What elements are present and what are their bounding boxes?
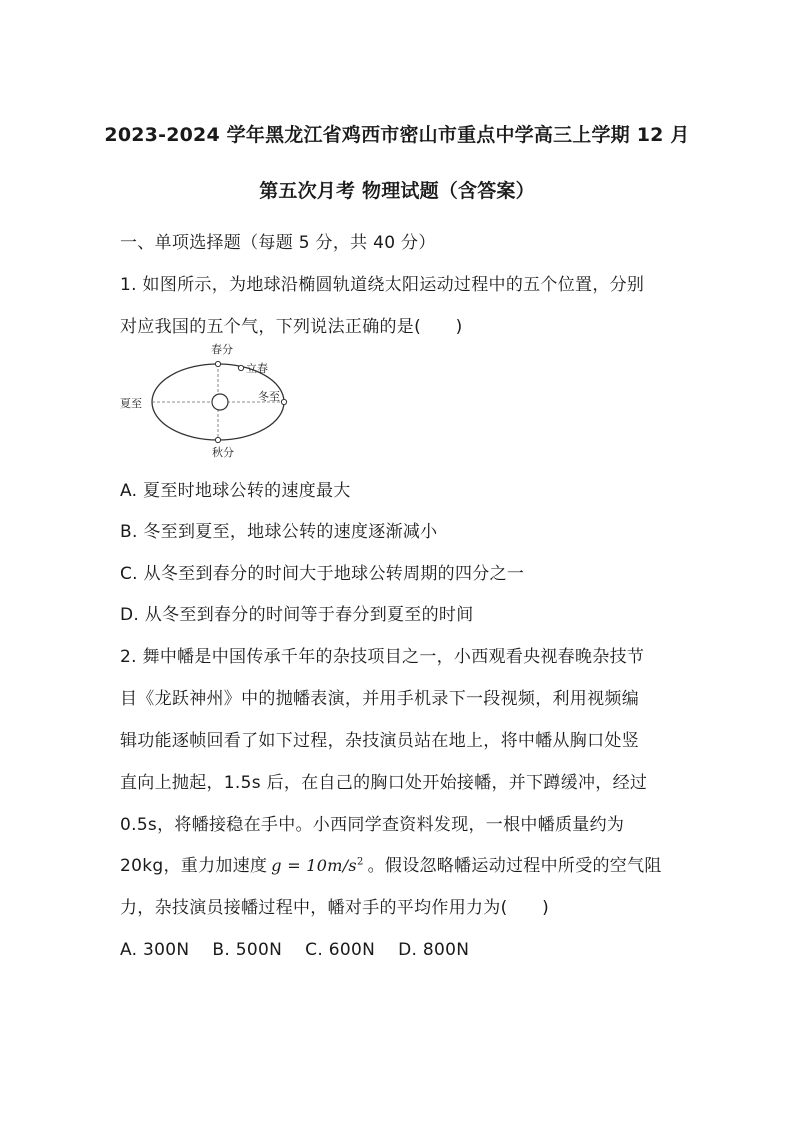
q2-line-6-prefix: 20kg，重力加速度: [120, 856, 268, 876]
q1-option-b: B. 冬至到夏至，地球公转的速度逐渐减小: [120, 522, 438, 542]
gravity-formula: [271, 856, 363, 875]
q1-option-c: C. 从冬至到春分的时间大于地球公转周期的四分之一: [120, 564, 525, 584]
earth-start-of-spring: [238, 365, 243, 370]
earth-spring-equinox: [215, 361, 220, 366]
label-spring-equinox: 春分: [211, 343, 233, 356]
earth-orbit-diagram: [118, 340, 288, 460]
q2-line-6: [120, 851, 662, 876]
q1-stem-line-2: 对应我国的五个气，下列说法正确的是( ): [120, 317, 463, 337]
q2-options: A. 300N B. 500N C. 600N D. 800N: [120, 940, 470, 960]
label-autumn-equinox: 秋分: [212, 446, 234, 459]
q1-stem-line-1: 1. 如图所示，为地球沿椭圆轨道绕太阳运动过程中的五个位置，分别: [120, 275, 645, 295]
label-winter-solstice: 冬至: [258, 390, 280, 403]
earth-winter-solstice: [281, 399, 286, 404]
q2-line-5: 0.5s，将幡接稳在手中。小西同学查资料发现，一根中幡质量约为: [120, 815, 625, 835]
label-start-of-spring: 立春: [246, 362, 268, 375]
gravity-formula-exponent: 2: [356, 856, 364, 868]
q2-line-6-suffix: 。假设忽略幡运动过程中所受的空气阻: [367, 856, 662, 876]
q2-line-4: 直向上抛起，1.5s 后，在自己的胸口处开始接幡，并下蹲缓冲，经过: [120, 773, 648, 793]
q2-line-7: 力，杂技演员接幡过程中，幡对手的平均作用力为( ): [120, 898, 550, 918]
sun-circle: [212, 394, 228, 410]
q2-line-2: 目《龙跃神州》中的抛幡表演，并用手机录下一段视频，利用视频编: [120, 689, 639, 709]
gravity-formula-main: g = 10m/s: [271, 856, 357, 875]
exam-title-line-2: 第五次月考 物理试题（含答案）: [259, 180, 535, 202]
exam-title-line-1: 2023-2024 学年黑龙江省鸡西市密山市重点中学高三上学期 12 月: [104, 124, 690, 146]
q2-line-3: 辑功能逐帧回看了如下过程，杂技演员站在地上，将中幡从胸口处竖: [120, 731, 639, 751]
label-summer-solstice: 夏至: [120, 397, 142, 410]
earth-autumn-equinox: [215, 437, 220, 442]
q2-line-1: 2. 舞中幡是中国传承千年的杂技项目之一，小西观看央视春晚杂技节: [120, 647, 645, 667]
q1-option-a: A. 夏至时地球公转的速度最大: [120, 481, 351, 501]
section-heading: 一、单项选择题（每题 5 分，共 40 分）: [120, 233, 436, 253]
q1-option-d: D. 从冬至到春分的时间等于春分到夏至的时间: [120, 605, 474, 625]
